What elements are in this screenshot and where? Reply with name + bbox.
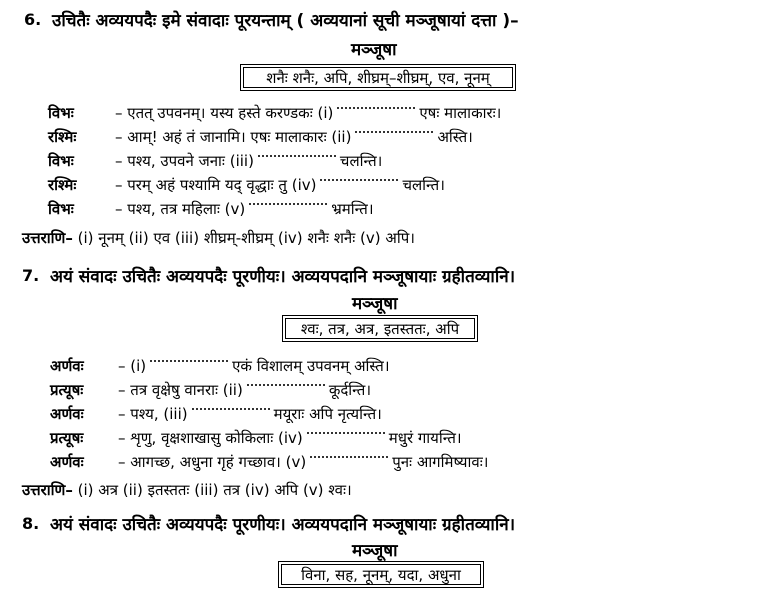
q6-word-box <box>240 64 516 91</box>
q6-answers: उत्तराणि– (i) नूनम् (ii) एव (iii) शीघ्रम्-शीघ्रम् (iv) शनैः शनैः (v) अपि। <box>22 229 415 247</box>
q6-speaker-1: विभः <box>48 104 74 122</box>
q8-box-title: मञ्जूषा <box>352 541 398 561</box>
q6-heading: उचितैः अव्ययपदैः इमे संवादाः पूरयन्ताम् ( अव्ययानां सूची मञ्जूषायां दत्ता )– <box>52 11 519 31</box>
q6-line-3: – पश्य, उपवने जनाः (iii) चलन्ति। <box>115 152 383 170</box>
q6-box-words: शनैः शनैः, अपि, शीघ्रम्–शीघ्रम्, एव, नूनम् <box>266 69 490 87</box>
q8-heading: अयं संवादः उचितैः अव्ययपदैः पूरणीयः। अव्ययपदानि मञ्जूषायाः ग्रहीतव्यानि। <box>50 515 516 535</box>
q7-box-words: श्वः, तत्र, अत्र, इतस्ततः, अपि <box>300 320 460 338</box>
q7-line-5: – आगच्छ, अधुना गृहं गच्छाव। (v) पुनः आगमिष्यावः। <box>118 453 489 471</box>
q6-line-5: – पश्य, तत्र महिलाः (v) भ्रमन्ति। <box>115 200 374 218</box>
q8-box-words: विना, सह, नूनम्, यदा, अधुना <box>301 566 461 584</box>
q6-box-title: मञ्जूषा <box>351 40 397 60</box>
q7-speaker-1: अर्णवः <box>50 357 84 375</box>
q6-speaker-5: विभः <box>48 200 74 218</box>
q6-speaker-2: रश्मिः <box>48 128 77 146</box>
q8-number: 8. <box>22 514 40 533</box>
q6-line-2: – आम्! अहं तं जानामि। एषः मालाकारः (ii) अस्ति। <box>115 128 473 146</box>
q7-line-4: – शृणु, वृक्षशाखासु कोकिलाः (iv) मधुरं गायन्ति। <box>118 429 462 447</box>
q7-answers: उत्तराणि– (i) अत्र (ii) इतस्ततः (iii) तत्र (iv) अपि (v) श्वः। <box>22 481 352 499</box>
q6-line-1: – एतत् उपवनम्। यस्य हस्ते करण्डकः (i) एषः मालाकारः। <box>115 104 502 122</box>
q6-speaker-3: विभः <box>48 152 74 170</box>
q7-heading: अयं संवादः उचितैः अव्ययपदैः पूरणीयः। अव्ययपदानि मञ्जूषायाः ग्रहीतव्यानि। <box>50 267 516 287</box>
q6-line-4: – परम् अहं पश्यामि यद् वृद्धाः तु (iv) चलन्ति। <box>115 176 445 194</box>
q6-number: 6. <box>24 10 42 29</box>
q7-word-box <box>282 315 478 342</box>
q8-word-box <box>278 561 484 588</box>
q7-box-title: मञ्जूषा <box>352 294 398 314</box>
q7-line-2: – तत्र वृक्षेषु वानराः (ii) कूर्दन्ति। <box>118 381 372 399</box>
q7-speaker-3: अर्णवः <box>50 405 84 423</box>
q7-line-1: – (i) एकं विशालम् उपवनम् अस्ति। <box>118 357 390 375</box>
q7-speaker-4: प्रत्यूषः <box>50 429 84 447</box>
q7-line-3: – पश्य, (iii) मयूराः अपि नृत्यन्ति। <box>118 405 382 423</box>
q7-speaker-2: प्रत्यूषः <box>50 381 84 399</box>
q6-speaker-4: रश्मिः <box>48 176 77 194</box>
q7-number: 7. <box>22 266 40 285</box>
q7-speaker-5: अर्णवः <box>50 453 84 471</box>
